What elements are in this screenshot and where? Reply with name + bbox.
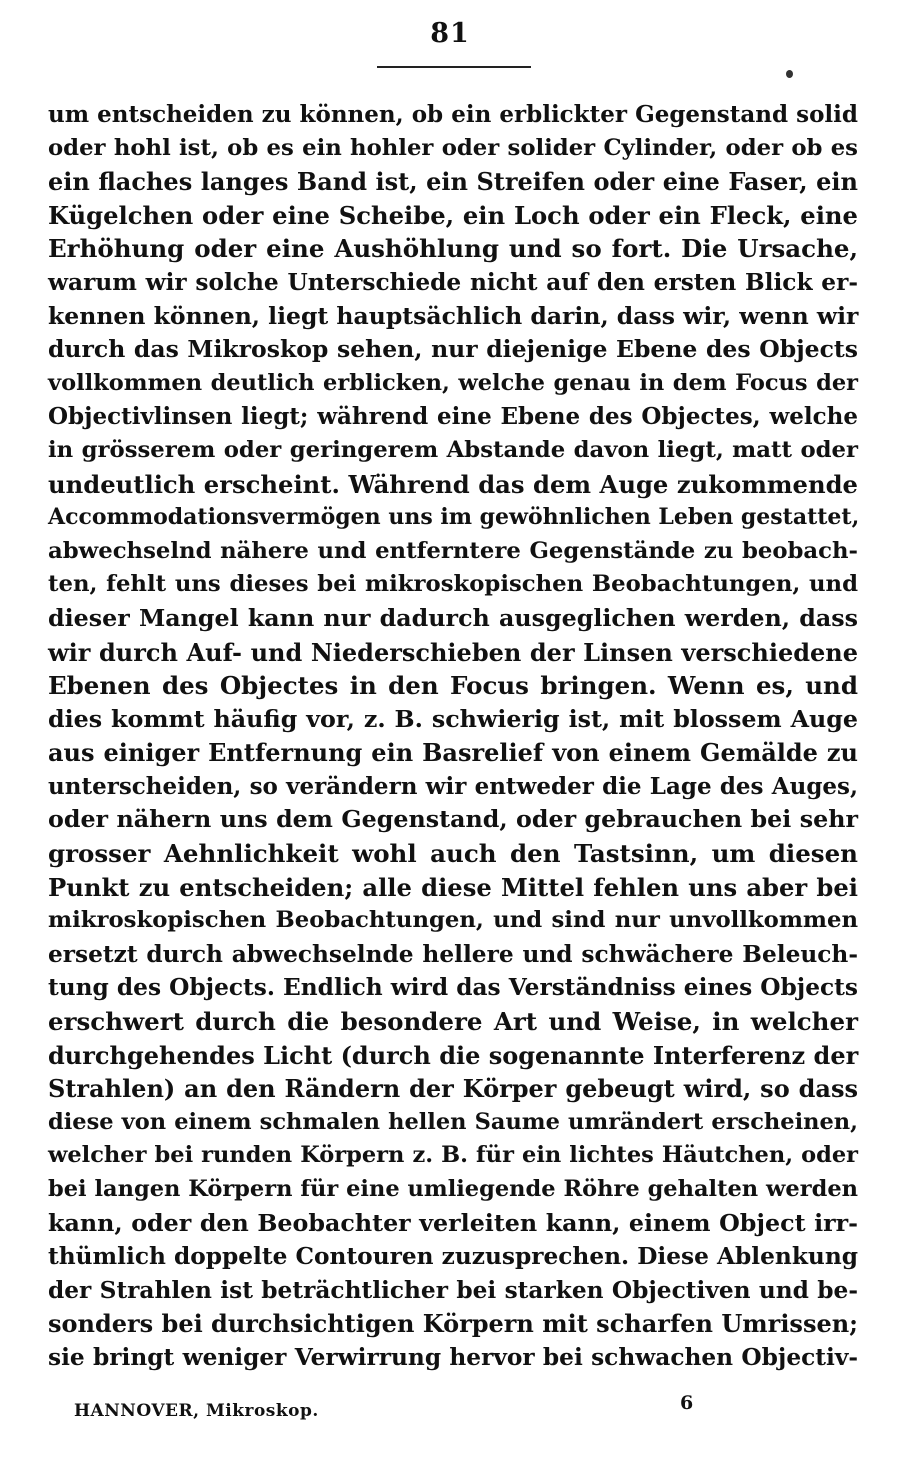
text-line: in grösserem oder geringerem Abstande davon liegt, matt oder bbox=[48, 436, 858, 463]
text-line: dies kommt häufig vor, z. B. schwierig ist, mit blossem Auge bbox=[48, 704, 858, 733]
text-line: ein flaches langes Band ist, ein Streifen oder eine Faser, ein bbox=[48, 167, 858, 197]
text-line: wir durch Auf- und Niederschieben der Linsen verschiedene bbox=[48, 637, 858, 667]
text-line: unterscheiden, so verändern wir entweder die Lage des Auges, bbox=[48, 772, 858, 800]
text-line: ersetzt durch abwechselnde hellere und schwächere Beleuch- bbox=[48, 940, 858, 968]
text-line: aus einiger Entfernung ein Basrelief von einem Gemälde zu bbox=[48, 738, 858, 768]
body-text bbox=[48, 98, 858, 1375]
text-line: vollkommen deutlich erblicken, welche genau in dem Focus der bbox=[48, 369, 858, 396]
text-line: Objectivlinsen liegt; während eine Ebene des Objectes, welche bbox=[48, 403, 858, 431]
text-line: kann, oder den Beobachter verleiten kann, einem Object irr- bbox=[48, 1208, 858, 1237]
text-line: tung des Objects. Endlich wird das Verständniss eines Objects bbox=[48, 974, 858, 1002]
footer-signature: HANNOVER, Mikroskop. bbox=[74, 1401, 319, 1421]
text-line: Punkt zu entscheiden; alle diese Mittel fehlen uns aber bei bbox=[48, 872, 858, 902]
text-line: oder hohl ist, ob es ein hohler oder solider Cylinder, oder ob es bbox=[48, 134, 858, 161]
text-line: warum wir solche Unterschiede nicht auf den ersten Blick er- bbox=[48, 268, 858, 296]
ink-speck bbox=[786, 70, 793, 78]
text-line: grosser Aehnlichkeit wohl auch den Tastsinn, um diesen bbox=[48, 839, 858, 869]
footer-sheet-number: 6 bbox=[680, 1392, 694, 1414]
text-line: der Strahlen ist beträchtlicher bei starken Objectiven und be- bbox=[48, 1276, 858, 1304]
text-line: Strahlen) an den Rändern der Körper gebeugt wird, so dass bbox=[48, 1074, 858, 1104]
text-line: welcher bei runden Körpern z. B. für ein lichtes Häutchen, oder bbox=[48, 1142, 858, 1169]
text-line: mikroskopischen Beobachtungen, und sind nur unvollkommen bbox=[48, 907, 858, 934]
text-line: sie bringt weniger Verwirrung hervor bei schwachen Objectiv- bbox=[48, 1343, 858, 1371]
text-line: bei langen Körpern für eine umliegende Röhre gehalten werden bbox=[48, 1176, 858, 1202]
text-line: ten, fehlt uns dieses bei mikroskopischen Beobachtungen, und bbox=[48, 571, 858, 598]
page-number: 81 bbox=[430, 18, 470, 49]
text-line: diese von einem schmalen hellen Saume umrändert erscheinen, bbox=[48, 1108, 858, 1135]
text-line: sonders bei durchsichtigen Körpern mit scharfen Umrissen; bbox=[48, 1309, 859, 1339]
text-line: durchgehendes Licht (durch die sogenannte Interferenz der bbox=[48, 1040, 859, 1070]
text-line: Ebenen des Objectes in den Focus bringen. Wenn es, und bbox=[48, 671, 858, 701]
text-line: thümlich doppelte Contouren zuzusprechen. Diese Ablenkung bbox=[48, 1243, 858, 1271]
text-line: um entscheiden zu können, ob ein erblickter Gegenstand solid bbox=[48, 101, 858, 128]
text-line: Accommodationsvermögen uns im gewöhnlichen Leben gestattet, bbox=[48, 504, 860, 531]
text-line: dieser Mangel kann nur dadurch ausgeglichen werden, dass bbox=[48, 603, 858, 632]
text-line: Kügelchen oder eine Scheibe, ein Loch oder ein Fleck, eine bbox=[48, 200, 858, 230]
text-line: Erhöhung oder eine Aushöhlung und so fort. Die Ursache, bbox=[48, 234, 858, 264]
text-line: abwechselnd nähere und entferntere Gegenstände zu beobach- bbox=[48, 537, 858, 564]
text-line: kennen können, liegt hauptsächlich darin, dass wir, wenn wir bbox=[48, 301, 859, 330]
text-line: erschwert durch die besondere Art und Weise, in welcher bbox=[48, 1007, 858, 1037]
text-line: oder nähern uns dem Gegenstand, oder gebrauchen bei sehr bbox=[48, 805, 858, 834]
text-line: undeutlich erscheint. Während das dem Auge zukommende bbox=[48, 469, 858, 499]
header-rule bbox=[377, 66, 531, 68]
text-line: durch das Mikroskop sehen, nur diejenige Ebene des Objects bbox=[48, 335, 858, 364]
